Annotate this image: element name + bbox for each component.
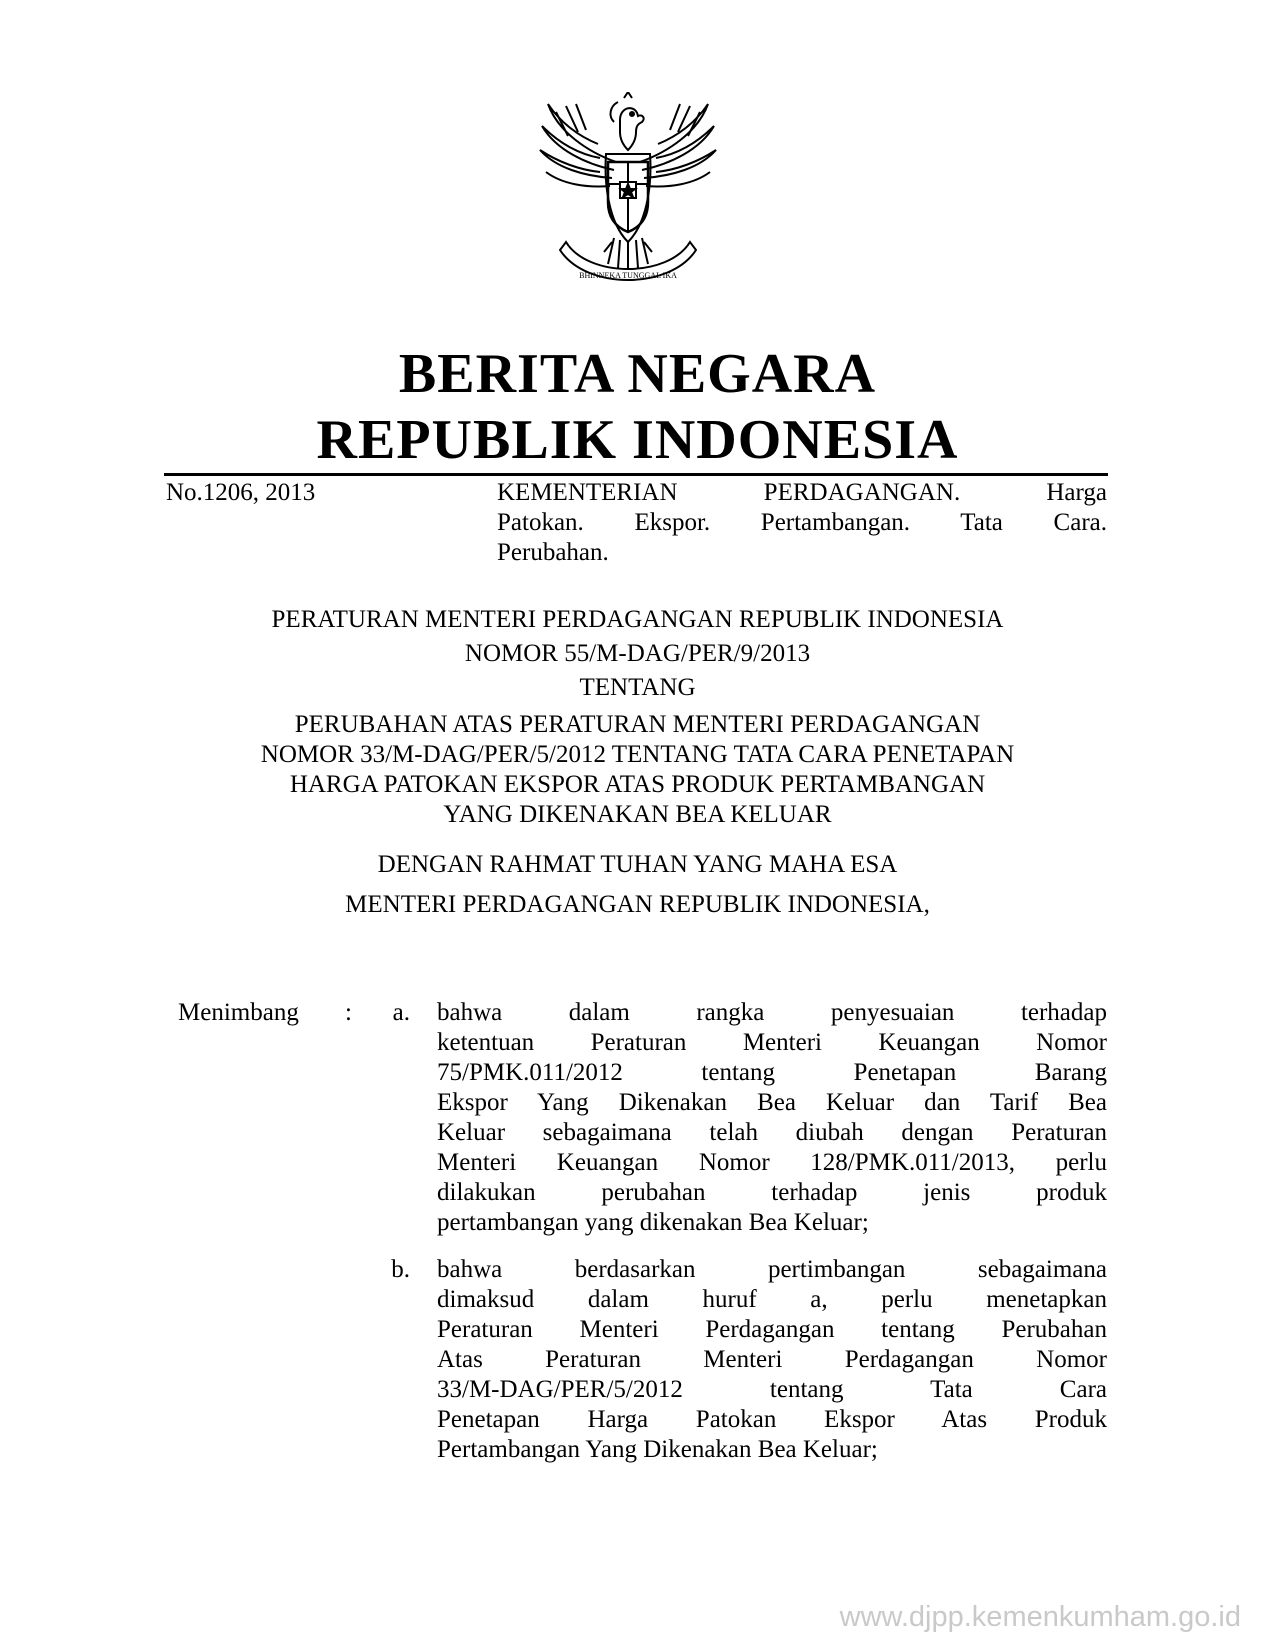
regulation-subject-line: YANG DIKENAKAN BEA KELUAR [443, 801, 832, 828]
gazette-subject-line: Patokan. Ekspor. Pertambangan. Tata Cara. [497, 509, 1107, 536]
regulation-subject-line: NOMOR 33/M-DAG/PER/5/2012 TENTANG TATA CARA PENETAPAN [260, 741, 1015, 768]
header-divider [164, 473, 1108, 476]
consideration-line: 33/M-DAG/PER/5/2012 tentang Tata Cara [437, 1376, 1107, 1403]
consideration-item-b [437, 1255, 1107, 1465]
consideration-line: Ekspor Yang Dikenakan Bea Keluar dan Tarif Bea [437, 1089, 1107, 1116]
regulation-number: NOMOR 55/M-DAG/PER/9/2013 [464, 640, 811, 667]
consideration-letter: a. [392, 999, 410, 1026]
consideration-line: Keluar sebagaimana telah diubah dengan Peraturan [437, 1119, 1107, 1146]
gazette-subject-line: KEMENTERIAN PERDAGANGAN. Harga [497, 479, 1107, 506]
consideration-line: 75/PMK.011/2012 tentang Penetapan Barang [437, 1059, 1107, 1086]
consideration-letter: b. [391, 1256, 410, 1283]
consideration-line: bahwa dalam rangka penyesuaian terhadap [437, 999, 1107, 1026]
consideration-line: Menteri Keuangan Nomor 128/PMK.011/2013, perlu [437, 1149, 1107, 1176]
consideration-line: Pertambangan Yang Dikenakan Bea Keluar; [437, 1436, 878, 1463]
consideration-line: Peraturan Menteri Perdagangan tentang Perubahan [437, 1316, 1107, 1343]
consideration-line: pertambangan yang dikenakan Bea Keluar; [437, 1209, 869, 1236]
consideration-line: dilakukan perubahan terhadap jenis produk [437, 1179, 1107, 1206]
consideration-line: Penetapan Harga Patokan Ekspor Atas Produk [437, 1406, 1107, 1433]
gazette-subject-line: Perubahan. [497, 539, 609, 566]
gazette-number: No.1206, 2013 [166, 479, 316, 506]
considerations-label: Menimbang [178, 999, 299, 1026]
source-watermark: www.djpp.kemenkumham.go.id [839, 1601, 1241, 1633]
page-title-line-2: REPUBLIK INDONESIA [316, 409, 959, 471]
consideration-line: dimaksud dalam huruf a, perlu menetapkan [437, 1286, 1107, 1313]
invocation: DENGAN RAHMAT TUHAN YANG MAHA ESA [377, 851, 898, 878]
consideration-line: ketentuan Peraturan Menteri Keuangan Nomor [437, 1029, 1107, 1056]
consideration-line: Atas Peraturan Menteri Perdagangan Nomor [437, 1346, 1107, 1373]
garuda-emblem-icon [538, 92, 718, 292]
regulation-title: PERATURAN MENTERI PERDAGANGAN REPUBLIK INDONESIA [271, 606, 1004, 633]
regulation-subject-line: PERUBAHAN ATAS PERATURAN MENTERI PERDAGANGAN [294, 711, 981, 738]
consideration-item-a [437, 998, 1107, 1238]
page-title-line-1: BERITA NEGARA [398, 343, 877, 405]
svg-text:BHINNEKA TUNGGAL IKA: BHINNEKA TUNGGAL IKA [579, 271, 677, 280]
consideration-line: bahwa berdasarkan pertimbangan sebagaimana [437, 1256, 1107, 1283]
issuer: MENTERI PERDAGANGAN REPUBLIK INDONESIA, [345, 891, 930, 918]
regulation-subject-line: HARGA PATOKAN EKSPOR ATAS PRODUK PERTAMBANGAN [289, 771, 986, 798]
gazette-subject [497, 478, 1107, 568]
considerations-colon: : [345, 999, 352, 1026]
regulation-about: TENTANG [579, 674, 696, 701]
